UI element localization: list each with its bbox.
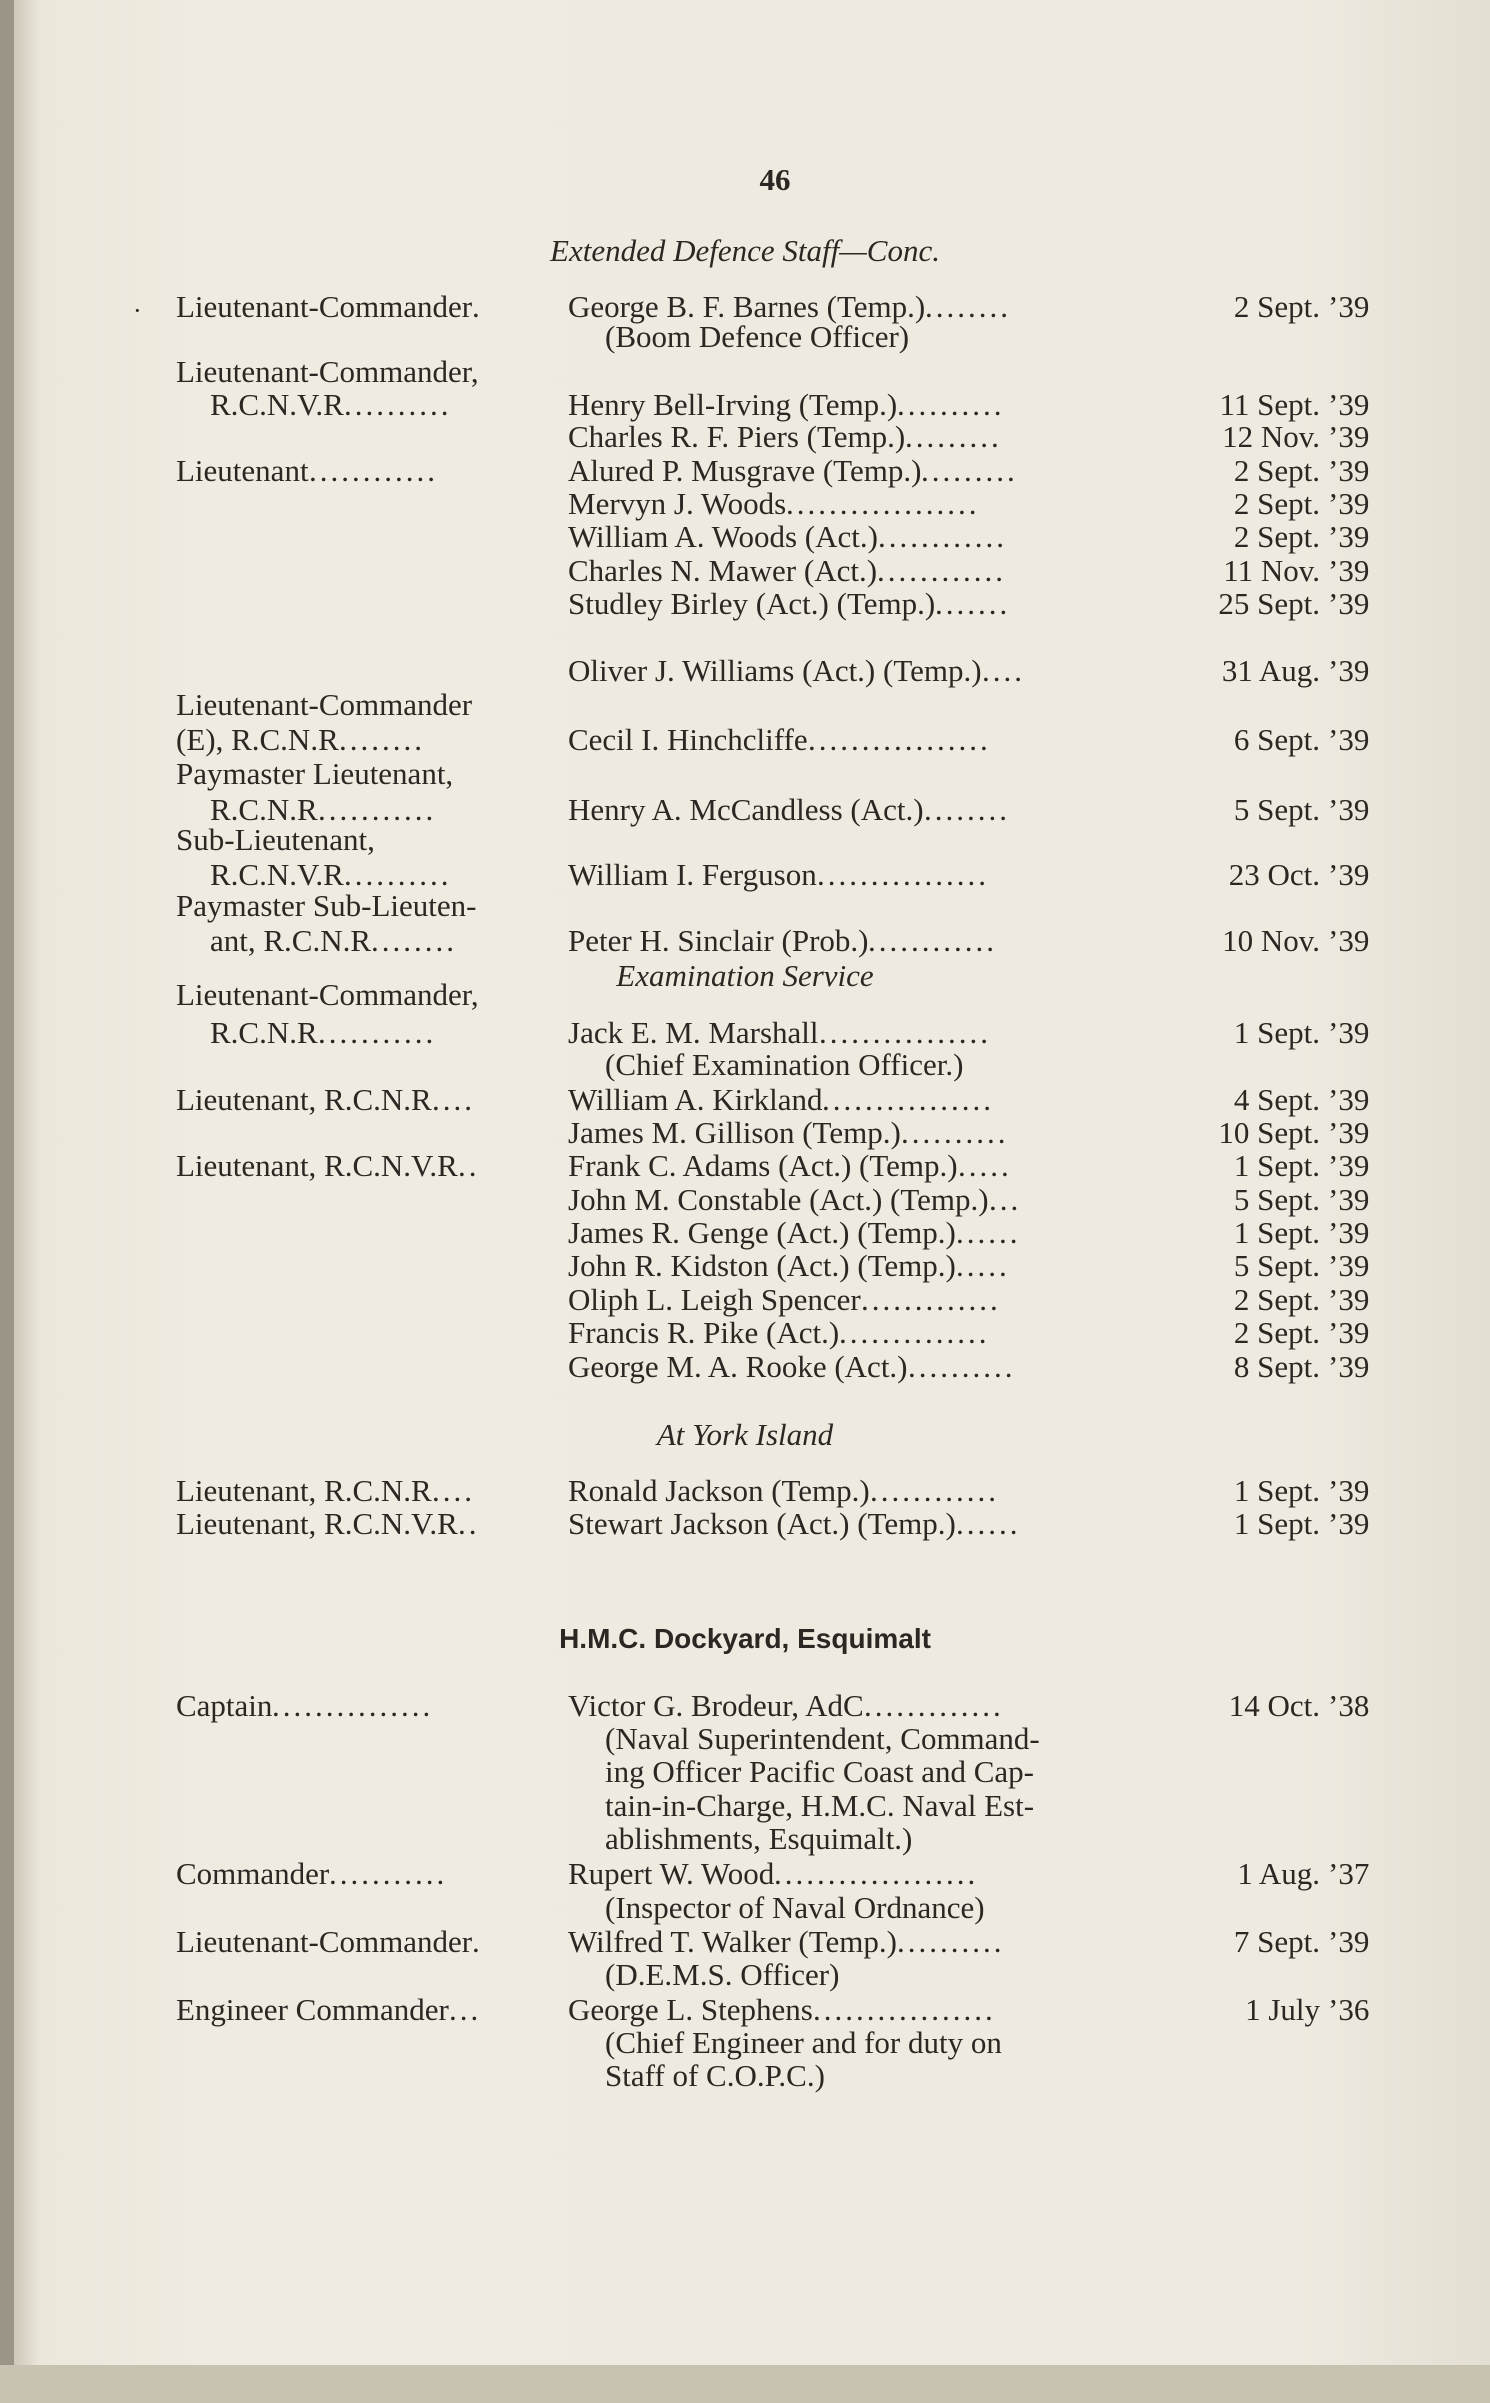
appointment-date: 8 Sept. <box>1233 1349 1320 1384</box>
rank-leader-dots: .... <box>432 1474 475 1508</box>
rank-leader-dots: .......... <box>344 388 452 422</box>
appointment-date: 1 Sept. <box>1233 1473 1320 1508</box>
section-title: H.M.C. Dockyard, Esquimalt <box>559 1623 931 1654</box>
roster-row <box>0 1857 1490 1891</box>
officer-name: George L. Stephens <box>568 1992 813 2027</box>
rank-label: Commander <box>176 1856 330 1891</box>
appointment-date: 2 Sept. <box>1233 1282 1320 1317</box>
appointment-year: ’39 <box>1328 1215 1370 1250</box>
name-leader-dots: ...... <box>956 1216 1021 1250</box>
name-leader-dots: ............ <box>878 520 1007 554</box>
roster-row <box>0 420 1490 454</box>
name-leader-dots: ............. <box>864 1689 1004 1723</box>
officer-name: (Chief Examination Officer.) <box>605 1047 964 1082</box>
rank-leader-dots: ........... <box>329 1857 448 1891</box>
appointment-date: 6 Sept. <box>1233 722 1320 757</box>
rank-label: Paymaster Sub-Lieuten- <box>176 888 477 923</box>
roster-row <box>0 355 1490 389</box>
roster-row <box>0 1689 1490 1723</box>
name-leader-dots: ......... <box>905 420 1002 454</box>
name-leader-dots: .......... <box>897 1925 1005 1959</box>
rank-leader-dots: ........ <box>339 723 425 757</box>
roster-row <box>0 520 1490 554</box>
name-leader-dots: .......... <box>897 388 1005 422</box>
name-leader-dots: ............ <box>877 554 1006 588</box>
officer-name: Mervyn J. Woods <box>568 486 787 521</box>
officer-name: ablishments, Esquimalt.) <box>605 1821 913 1856</box>
appointment-date: 14 Oct. <box>1228 1688 1320 1723</box>
appointment-year: ’39 <box>1328 553 1370 588</box>
roster-row <box>0 1789 1490 1823</box>
name-leader-dots: .......... <box>908 1350 1016 1384</box>
appointment-year: ’39 <box>1328 1182 1370 1217</box>
appointment-date: 1 Sept. <box>1233 1506 1320 1541</box>
appointment-year: ’39 <box>1328 486 1370 521</box>
rank-label: R.C.N.V.R <box>210 387 344 422</box>
roster-row <box>0 1116 1490 1150</box>
officer-name: James R. Genge (Act.) (Temp.) <box>568 1215 956 1250</box>
roster-row <box>0 1891 1490 1925</box>
officer-name: Rupert W. Wood <box>568 1856 775 1891</box>
officer-name: Charles R. F. Piers (Temp.) <box>568 419 906 454</box>
appointment-year: ’39 <box>1328 453 1370 488</box>
name-leader-dots: ................ <box>817 858 989 892</box>
name-leader-dots: ............ <box>868 924 997 958</box>
appointment-date: 12 Nov. <box>1222 419 1320 454</box>
officer-name: Charles N. Mawer (Act.) <box>568 553 878 588</box>
appointment-year: ’37 <box>1328 1856 1370 1891</box>
rank-leader-dots: . <box>472 1925 483 1959</box>
officer-name: tain-in-Charge, H.M.C. Naval Est- <box>605 1788 1035 1823</box>
appointment-year: ’39 <box>1328 586 1370 621</box>
officer-name: John R. Kidston (Act.) (Temp.) <box>568 1248 956 1283</box>
rank-label: Lieutenant, R.C.N.R <box>176 1082 432 1117</box>
appointment-date: 25 Sept. <box>1218 586 1320 621</box>
appointment-year: ’39 <box>1328 1248 1370 1283</box>
roster-row <box>0 823 1490 857</box>
rank-label: Lieutenant-Commander <box>176 687 473 722</box>
name-leader-dots: .............. <box>839 1316 990 1350</box>
appointment-year: ’39 <box>1328 857 1370 892</box>
appointment-year: ’39 <box>1328 1115 1370 1150</box>
appointment-year: ’39 <box>1328 1082 1370 1117</box>
roster-row <box>0 454 1490 488</box>
officer-name: (Inspector of Naval Ordnance) <box>605 1890 985 1925</box>
appointment-date: 10 Nov. <box>1222 923 1320 958</box>
appointment-year: ’39 <box>1328 1924 1370 1959</box>
roster-row <box>0 723 1490 757</box>
appointment-date: 4 Sept. <box>1233 1082 1320 1117</box>
rank-leader-dots: ........... <box>318 793 437 827</box>
rank-leader-dots: ........... <box>318 1016 437 1050</box>
officer-name: (Naval Superintendent, Command- <box>605 1721 1040 1756</box>
rank-leader-dots: ............... <box>272 1689 434 1723</box>
name-leader-dots: ............. <box>861 1283 1001 1317</box>
appointment-date: 2 Sept. <box>1233 1315 1320 1350</box>
roster-row <box>0 1755 1490 1789</box>
appointment-year: ’39 <box>1328 387 1370 422</box>
name-leader-dots: ................. <box>813 1993 996 2027</box>
officer-name: Victor G. Brodeur, AdC <box>568 1688 864 1723</box>
appointment-year: ’39 <box>1328 923 1370 958</box>
officer-name: Ronald Jackson (Temp.) <box>568 1473 870 1508</box>
appointment-date: 11 Sept. <box>1219 387 1320 422</box>
rank-label: R.C.N.R <box>210 792 318 827</box>
roster-row <box>0 1183 1490 1217</box>
rank-leader-dots: ........ <box>371 924 457 958</box>
name-leader-dots: .... <box>982 654 1025 688</box>
rank-leader-dots: .. <box>458 1149 480 1183</box>
officer-name: Wilfred T. Walker (Temp.) <box>568 1924 897 1959</box>
roster-row <box>0 924 1490 958</box>
appointment-date: 1 Sept. <box>1233 1215 1320 1250</box>
appointment-date: 2 Sept. <box>1233 289 1320 324</box>
roster-row <box>0 487 1490 521</box>
name-leader-dots: ........ <box>925 290 1011 324</box>
officer-name: ing Officer Pacific Coast and Cap- <box>605 1754 1034 1789</box>
appointment-date: 2 Sept. <box>1233 486 1320 521</box>
name-leader-dots: ........ <box>924 793 1010 827</box>
rank-label: Captain <box>176 1688 273 1723</box>
appointment-date: 5 Sept. <box>1233 792 1320 827</box>
name-leader-dots: ...... <box>956 1507 1021 1541</box>
officer-name: Jack E. M. Marshall <box>568 1015 819 1050</box>
appointment-year: ’38 <box>1328 1688 1370 1723</box>
roster-row <box>0 654 1490 688</box>
rank-label: Lieutenant-Commander, <box>176 354 479 389</box>
officer-name: Henry A. McCandless (Act.) <box>568 792 924 827</box>
rank-label: R.C.N.R <box>210 1015 318 1050</box>
officer-name: Cecil I. Hinchcliffe <box>568 722 808 757</box>
name-leader-dots: ......... <box>921 454 1018 488</box>
name-leader-dots: .................. <box>786 487 980 521</box>
appointment-date: 1 July <box>1245 1992 1320 2027</box>
roster-row <box>0 554 1490 588</box>
rank-label: Lieutenant-Commander, <box>176 977 479 1012</box>
officer-name: Frank C. Adams (Act.) (Temp.) <box>568 1148 958 1183</box>
rank-leader-dots: ............ <box>309 454 438 488</box>
officer-name: Francis R. Pike (Act.) <box>568 1315 840 1350</box>
officer-name: James M. Gillison (Temp.) <box>568 1115 901 1150</box>
rank-label: Lieutenant, R.C.N.V.R <box>176 1506 458 1541</box>
roster-row <box>0 1993 1490 2027</box>
appointment-year: ’39 <box>1328 722 1370 757</box>
appointment-year: ’39 <box>1328 1349 1370 1384</box>
officer-name: (Chief Engineer and for duty on <box>605 2025 1002 2060</box>
roster-row <box>0 1283 1490 1317</box>
rank-label: Lieutenant-Commander <box>176 289 473 324</box>
officer-name: Stewart Jackson (Act.) (Temp.) <box>568 1506 956 1541</box>
appointment-date: 5 Sept. <box>1233 1182 1320 1217</box>
roster-row <box>0 757 1490 791</box>
rank-label: (E), R.C.N.R <box>176 722 339 757</box>
appointment-date: 1 Sept. <box>1233 1148 1320 1183</box>
roster-row <box>0 1149 1490 1183</box>
page-number: 46 <box>759 162 791 197</box>
officer-name: Henry Bell-Irving (Temp.) <box>568 387 898 422</box>
officer-name: Staff of C.O.P.C.) <box>605 2058 825 2093</box>
section-title: Extended Defence Staff—Conc. <box>550 233 940 268</box>
roster-row <box>0 978 1490 1012</box>
rank-label: Paymaster Lieutenant, <box>176 756 454 791</box>
roster-row <box>0 1083 1490 1117</box>
roster-row <box>0 587 1490 621</box>
officer-name: Oliph L. Leigh Spencer <box>568 1282 861 1317</box>
officer-name: Studley Birley (Act.) (Temp.) <box>568 586 936 621</box>
roster-row <box>0 1350 1490 1384</box>
officer-name: George M. A. Rooke (Act.) <box>568 1349 908 1384</box>
appointment-year: ’39 <box>1328 289 1370 324</box>
name-leader-dots: ............ <box>870 1474 999 1508</box>
rank-label: Lieutenant, R.C.N.R <box>176 1473 432 1508</box>
name-leader-dots: .......... <box>901 1116 1009 1150</box>
rank-leader-dots: .. <box>458 1507 480 1541</box>
appointment-year: ’36 <box>1328 1992 1370 2027</box>
name-leader-dots: ..... <box>956 1249 1010 1283</box>
roster-row <box>0 688 1490 722</box>
rank-label: R.C.N.V.R <box>210 857 344 892</box>
name-leader-dots: ....... <box>935 587 1011 621</box>
appointment-year: ’39 <box>1328 1015 1370 1050</box>
rank-label: Lieutenant-Commander <box>176 1924 473 1959</box>
rank-leader-dots: .......... <box>344 858 452 892</box>
section-title: Examination Service <box>616 958 874 993</box>
roster-row <box>0 858 1490 892</box>
appointment-date: 10 Sept. <box>1218 1115 1320 1150</box>
roster-row <box>0 1958 1490 1992</box>
name-leader-dots: ................ <box>822 1083 994 1117</box>
rank-label: Lieutenant <box>176 453 309 488</box>
officer-name: William I. Ferguson <box>568 857 817 892</box>
appointment-date: 1 Sept. <box>1233 1015 1320 1050</box>
officer-name: Oliver J. Williams (Act.) (Temp.) <box>568 653 982 688</box>
rank-label: Sub-Lieutenant, <box>176 822 375 857</box>
roster-row <box>0 1016 1490 1050</box>
page-bottom-edge <box>0 2365 1490 2403</box>
roster-row <box>0 1048 1490 1082</box>
name-leader-dots: ... <box>989 1183 1022 1217</box>
name-leader-dots: ................. <box>808 723 991 757</box>
roster-row <box>0 889 1490 923</box>
roster-row <box>0 320 1490 354</box>
appointment-year: ’39 <box>1328 1506 1370 1541</box>
roster-row <box>0 1507 1490 1541</box>
name-leader-dots: ................ <box>819 1016 991 1050</box>
section-title: At York Island <box>656 1417 834 1452</box>
roster-row <box>0 1722 1490 1756</box>
rank-label: ant, R.C.N.R <box>210 923 372 958</box>
roster-row <box>0 1925 1490 1959</box>
name-leader-dots: ................... <box>774 1857 979 1891</box>
officer-name: William A. Woods (Act.) <box>568 519 878 554</box>
appointment-year: ’39 <box>1328 1282 1370 1317</box>
officer-name: William A. Kirkland <box>568 1082 823 1117</box>
appointment-date: 31 Aug. <box>1221 653 1320 688</box>
officer-name: (Boom Defence Officer) <box>605 319 910 354</box>
appointment-date: 23 Oct. <box>1228 857 1320 892</box>
roster-row <box>0 2026 1490 2060</box>
appointment-date: 2 Sept. <box>1233 519 1320 554</box>
margin-mark: · <box>133 296 142 325</box>
name-leader-dots: ..... <box>958 1149 1012 1183</box>
appointment-year: ’39 <box>1328 1148 1370 1183</box>
roster-row <box>0 2059 1490 2093</box>
appointment-date: 11 Nov. <box>1223 553 1320 588</box>
roster-row <box>0 1822 1490 1856</box>
appointment-year: ’39 <box>1328 419 1370 454</box>
appointment-date: 5 Sept. <box>1233 1248 1320 1283</box>
appointment-date: 2 Sept. <box>1233 453 1320 488</box>
rank-label: Engineer Commander <box>176 1992 449 2027</box>
officer-name: John M. Constable (Act.) (Temp.) <box>568 1182 989 1217</box>
rank-leader-dots: . <box>472 290 483 324</box>
rank-label: Lieutenant, R.C.N.V.R <box>176 1148 458 1183</box>
roster-row <box>0 1216 1490 1250</box>
officer-name: (D.E.M.S. Officer) <box>605 1957 840 1992</box>
officer-name: Alured P. Musgrave (Temp.) <box>568 453 922 488</box>
appointment-year: ’39 <box>1328 1473 1370 1508</box>
appointment-year: ’39 <box>1328 519 1370 554</box>
rank-leader-dots: ... <box>449 1993 482 2027</box>
roster-row <box>0 1249 1490 1283</box>
appointment-year: ’39 <box>1328 792 1370 827</box>
officer-name: Peter H. Sinclair (Prob.) <box>568 923 869 958</box>
appointment-date: 1 Aug. <box>1237 1856 1320 1891</box>
appointment-date: 7 Sept. <box>1233 1924 1320 1959</box>
roster-row <box>0 1316 1490 1350</box>
roster-row <box>0 388 1490 422</box>
rank-leader-dots: .... <box>432 1083 475 1117</box>
roster-row <box>0 1474 1490 1508</box>
appointment-year: ’39 <box>1328 1315 1370 1350</box>
appointment-year: ’39 <box>1328 653 1370 688</box>
officer-name: George B. F. Barnes (Temp.) <box>568 289 926 324</box>
